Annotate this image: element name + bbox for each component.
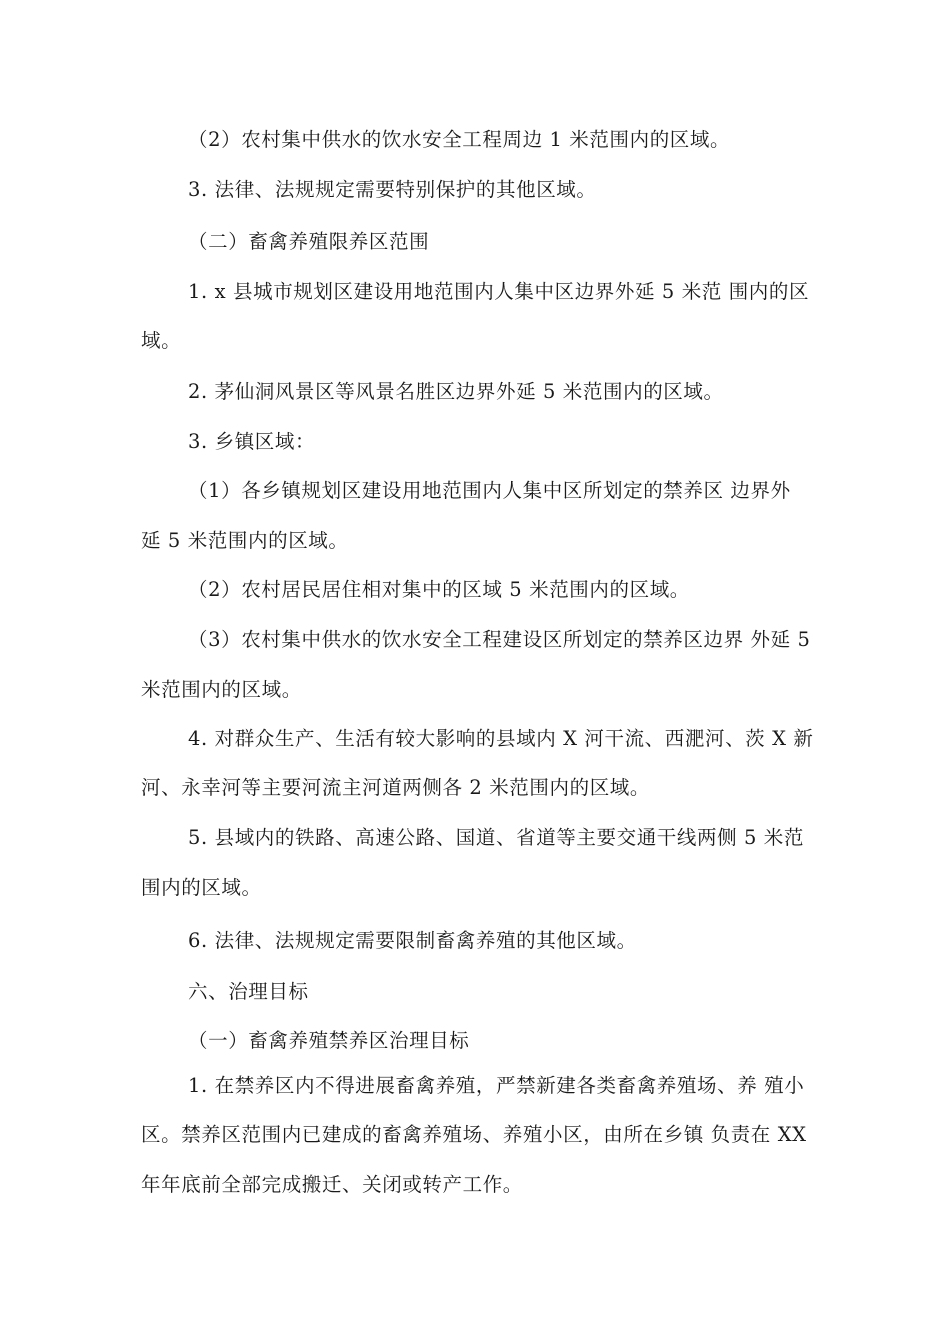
paragraph-line: 4. 对群众生产、生活有较大影响的县域内 X 河干流、西淝河、茨 X 新: [188, 727, 814, 750]
section-heading: （二）畜禽养殖限养区范围: [188, 230, 430, 253]
paragraph-line: （2）农村居民居住相对集中的区域 5 米范围内的区域。: [188, 578, 690, 601]
paragraph-line: 围内的区域。: [141, 876, 262, 899]
paragraph-line: 1. x 县城市规划区建设用地范围内人集中区边界外延 5 米范 围内的区: [188, 280, 810, 303]
paragraph-line: 延 5 米范围内的区域。: [141, 529, 349, 552]
paragraph-line: （3）农村集中供水的饮水安全工程建设区所划定的禁养区边界 外延 5: [188, 628, 811, 651]
paragraph-line: 5. 县域内的铁路、高速公路、国道、省道等主要交通干线两侧 5 米范: [188, 826, 805, 849]
section-heading: 六、治理目标: [188, 980, 309, 1003]
paragraph-line: 米范围内的区域。: [141, 678, 302, 701]
paragraph-line: 年年底前全部完成搬迁、关闭或转产工作。: [141, 1173, 523, 1196]
paragraph-line: （1）各乡镇规划区建设用地范围内人集中区所划定的禁养区 边界外: [188, 479, 791, 502]
paragraph-line: 区。禁养区范围内已建成的畜禽养殖场、养殖小区，由所在乡镇 负责在 XX: [141, 1123, 807, 1146]
paragraph-line: 6. 法律、法规规定需要限制畜禽养殖的其他区域。: [188, 929, 637, 952]
section-heading: （一）畜禽养殖禁养区治理目标: [188, 1029, 470, 1052]
paragraph-line: 2. 茅仙洞风景区等风景名胜区边界外延 5 米范围内的区域。: [188, 380, 724, 403]
paragraph-line: 3. 法律、法规规定需要特别保护的其他区域。: [188, 178, 597, 201]
paragraph-line: （2）农村集中供水的饮水安全工程周边 1 米范围内的区域。: [188, 128, 731, 151]
paragraph-line: 河、永幸河等主要河流主河道两侧各 2 米范围内的区域。: [141, 776, 651, 799]
paragraph-line: 3. 乡镇区域：: [188, 430, 316, 453]
paragraph-line: 1. 在禁养区内不得进展畜禽养殖，严禁新建各类畜禽养殖场、养 殖小: [188, 1074, 805, 1097]
paragraph-line: 域。: [141, 329, 182, 352]
